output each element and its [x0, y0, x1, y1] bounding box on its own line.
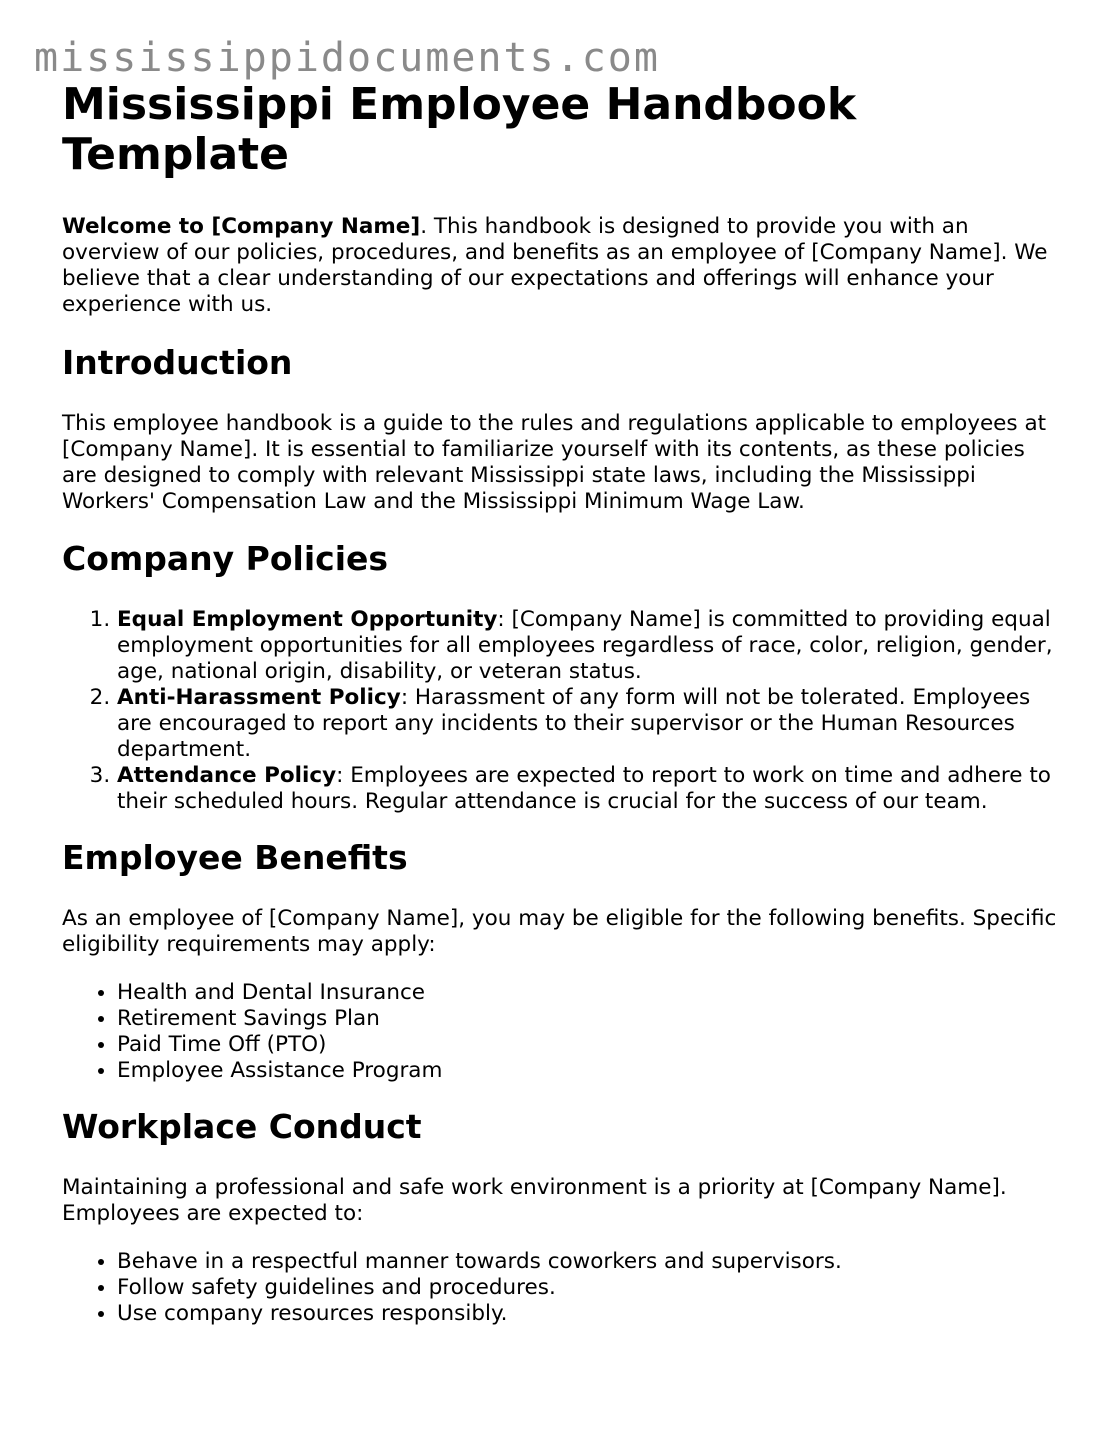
welcome-text: . This handbook is designed to provide you with an overview of our policies, procedures, and benefits as an employee of [Company Name]. We believe that a clear understanding of our expectations and offerings will enhance your experience with us.: [62, 214, 1048, 317]
conduct-item: • Follow safety guidelines and procedures.: [117, 1275, 1062, 1301]
conduct-list: [62, 1249, 1062, 1327]
document-page: [62, 80, 1062, 1327]
policies-list: [62, 607, 1062, 815]
heading-company-policies: Company Policies: [62, 539, 389, 578]
heading-workplace-conduct: Workplace Conduct: [62, 1107, 422, 1146]
conduct-item: • Behave in a respectful manner towards coworkers and supervisors.: [117, 1249, 1062, 1275]
document-title: Mississippi Employee Handbook Template: [62, 79, 857, 180]
watermark: mississippidocuments.com: [34, 35, 660, 81]
benefit-item: • Retirement Savings Plan: [117, 1006, 1062, 1032]
benefit-item: • Health and Dental Insurance: [117, 980, 1062, 1006]
introduction-paragraph: This employee handbook is a guide to the rules and regulations applicable to employees at [Company Name]. It is essential to familiarize yourself with its contents, as these policies are designed to comply with relevant Mississippi state laws, including the Mississippi Workers' Compensation Law and the Mississippi Minimum Wage Law.: [62, 411, 1047, 514]
benefit-item: • Employee Assistance Program: [117, 1058, 1062, 1084]
policy-text: : [Company Name] is committed to providing equal employment opportunities for all employees regardless of race, color, religion, gender, age, national origin, disability, or veteran status.: [117, 607, 1053, 684]
policy-term: Attendance Policy: [117, 763, 337, 788]
welcome-paragraph: [62, 214, 1062, 318]
heading-employee-benefits: Employee Benefits: [62, 838, 408, 877]
conduct-item: • Use company resources responsibly.: [117, 1301, 1062, 1327]
policy-text: : Harassment of any form will not be tolerated. Employees are encouraged to report any incidents to their supervisor or the Human Resources department.: [117, 685, 1031, 762]
conduct-paragraph: Maintaining a professional and safe work environment is a priority at [Company Name]. Employees are expected to:: [62, 1175, 1007, 1226]
policy-text: : Employees are expected to report to work on time and adhere to their scheduled hours. Regular attendance is crucial for the success of our team.: [117, 763, 1051, 814]
policy-term: Equal Employment Opportunity: [117, 607, 498, 632]
welcome-bold: Welcome to [Company Name]: [62, 214, 421, 239]
benefits-list: [62, 980, 1062, 1084]
benefit-item: • Paid Time Off (PTO): [117, 1032, 1062, 1058]
policy-item: [117, 763, 1062, 815]
policy-item: [117, 607, 1062, 685]
policy-item: [117, 685, 1062, 763]
policy-term: Anti-Harassment Policy: [117, 685, 401, 710]
heading-introduction: Introduction: [62, 343, 293, 382]
benefits-paragraph: As an employee of [Company Name], you may be eligible for the following benefits. Specific eligibility requirements may apply:: [62, 906, 1057, 957]
